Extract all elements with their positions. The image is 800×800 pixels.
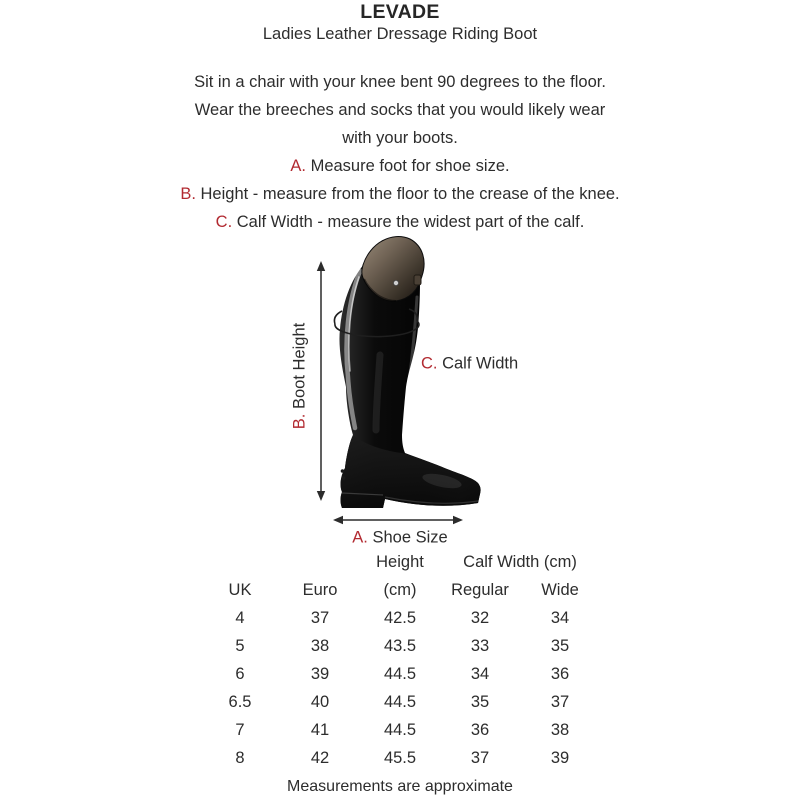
table-row [200, 604, 600, 632]
step-b-text: Height - measure from the floor to the crease of the knee. [200, 185, 620, 203]
product-subtitle: Ladies Leather Dressage Riding Boot [262, 25, 538, 43]
instruction-line-3: with your boots. [342, 129, 458, 147]
calf-width-label [421, 355, 518, 374]
calf-width-letter: C. [421, 354, 438, 373]
spur-rest-bump [341, 469, 345, 473]
step-c-text: Calf Width - measure the widest part of the calf. [236, 213, 585, 231]
size-cell: 44.5 [383, 665, 417, 683]
size-cell: 5 [235, 637, 245, 655]
size-cell: 42 [310, 749, 330, 767]
col-header-height-cm: (cm) [383, 581, 417, 599]
step-a-letter: A. [290, 157, 306, 175]
size-cell: 37 [310, 609, 330, 627]
boot-foot [341, 435, 481, 508]
size-cell: 35 [470, 693, 490, 711]
instruction-line-2: Wear the breeches and socks that you would likely wear [194, 101, 606, 119]
product-title: LEVADE [360, 1, 440, 23]
size-cell: 32 [470, 609, 490, 627]
size-cell: 33 [470, 637, 490, 655]
table-header-row [200, 576, 600, 604]
col-header-wide: Wide [541, 581, 579, 599]
instruction-step-c [0, 208, 800, 236]
size-cell: 38 [310, 637, 330, 655]
table-footnote: Measurements are approximate [287, 778, 513, 795]
size-cell: 36 [470, 721, 490, 739]
size-cell: 7 [235, 721, 245, 739]
cuff-stud [393, 280, 398, 285]
size-cell: 42.5 [383, 609, 417, 627]
shoe-size-letter: A. [352, 528, 368, 547]
shoe-size-label [352, 529, 447, 548]
size-cell: 8 [235, 749, 245, 767]
size-cell: 38 [550, 721, 570, 739]
col-header-euro: Euro [302, 581, 338, 599]
boot-height-arrow [317, 261, 325, 501]
shaft-sheen-mid [376, 355, 380, 430]
instruction-step-a [0, 152, 800, 180]
size-cell: 4 [235, 609, 245, 627]
group-header-calf-width: Calf Width (cm) [463, 553, 577, 571]
size-cell: 44.5 [383, 693, 417, 711]
size-cell: 37 [550, 693, 570, 711]
size-cell: 34 [550, 609, 570, 627]
calf-width-text: Calf Width [442, 354, 519, 373]
boot-height-label [291, 323, 310, 429]
table-row [200, 632, 600, 660]
cuff-buckle [414, 275, 421, 285]
size-cell: 41 [310, 721, 330, 739]
table-row [200, 716, 600, 744]
size-cell: 6.5 [228, 693, 252, 711]
size-cell: 37 [470, 749, 490, 767]
col-header-uk: UK [228, 581, 252, 599]
step-a-text: Measure foot for shoe size. [310, 157, 510, 175]
size-cell: 40 [310, 693, 330, 711]
size-cell: 36 [550, 665, 570, 683]
boot-height-letter: B. [290, 413, 309, 430]
size-cell: 45.5 [383, 749, 417, 767]
boot-height-text: Boot Height [290, 322, 309, 410]
table-row [200, 660, 600, 688]
size-cell: 35 [550, 637, 570, 655]
table-row [200, 688, 600, 716]
size-cell: 44.5 [383, 721, 417, 739]
size-cell: 39 [550, 749, 570, 767]
instruction-step-b [0, 180, 800, 208]
group-header-spacer [200, 548, 360, 576]
size-table [200, 548, 600, 772]
size-cell: 39 [310, 665, 330, 683]
table-group-header-row [200, 548, 600, 576]
group-header-height: Height [376, 553, 424, 571]
step-c-letter: C. [215, 213, 233, 231]
size-cell: 43.5 [383, 637, 417, 655]
shoe-size-arrow [333, 516, 463, 524]
table-row [200, 744, 600, 772]
col-header-regular: Regular [451, 581, 509, 599]
shoe-size-text: Shoe Size [372, 528, 448, 547]
measuring-instructions [0, 68, 800, 236]
size-cell: 34 [470, 665, 490, 683]
spur-rest-bump [342, 476, 346, 480]
size-cell: 6 [235, 665, 245, 683]
step-b-letter: B. [180, 185, 196, 203]
instruction-line-1: Sit in a chair with your knee bent 90 degrees to the floor. [194, 73, 606, 91]
